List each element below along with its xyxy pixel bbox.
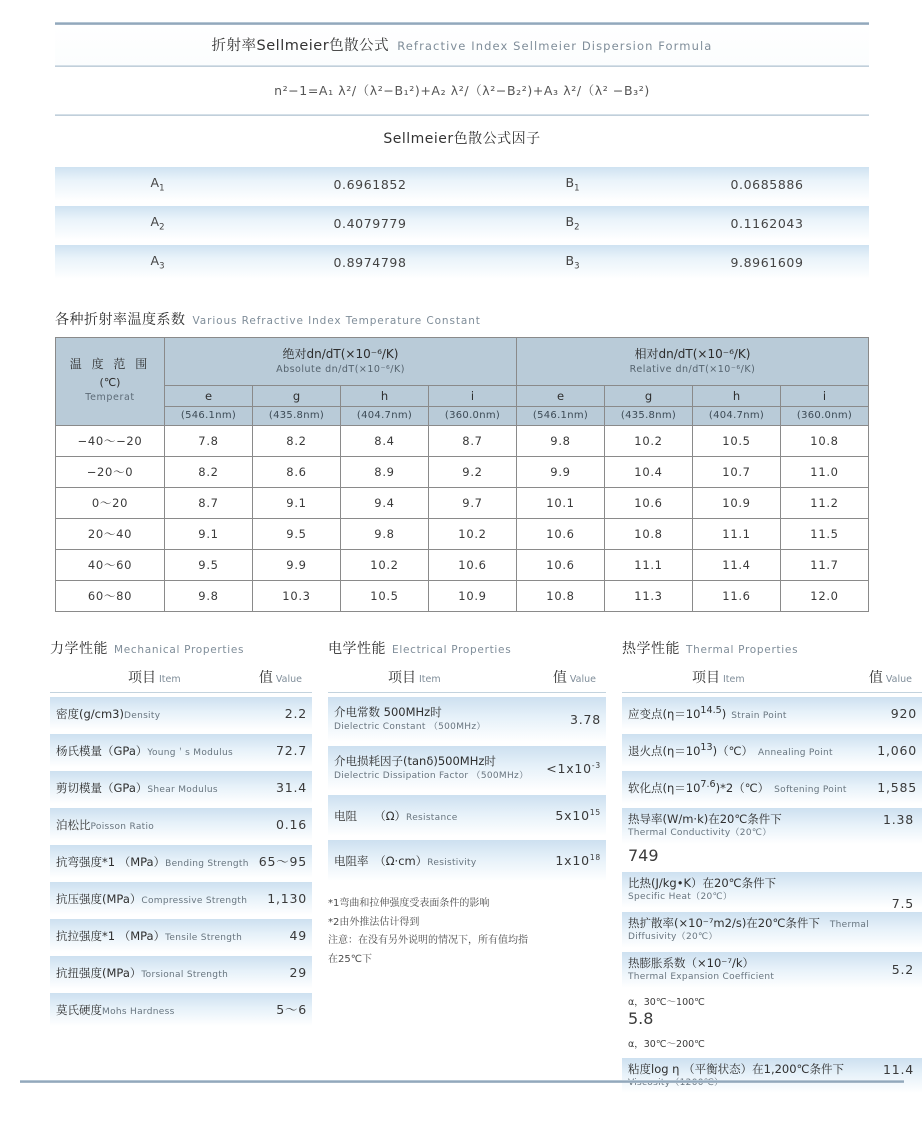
property-label <box>334 754 546 782</box>
range-header-en: Temperat <box>85 392 135 404</box>
property-value: 1,060 <box>877 742 917 758</box>
temperature-section-heading <box>55 309 924 329</box>
coefficient-value-b: 9.8961609 <box>730 254 804 270</box>
data-cell: 10.7 <box>693 457 781 488</box>
viscosity-exponent: 7.6 <box>700 779 716 791</box>
property-row <box>328 746 606 791</box>
data-cell: 9.7 <box>429 488 517 519</box>
data-cell: 10.5 <box>341 581 429 612</box>
wavelength-label: (404.7nm) <box>693 407 781 426</box>
column-header-value <box>553 667 600 687</box>
thermal-properties-panel <box>622 638 922 1093</box>
property-label-cn: 粘度log η （平衡状态）在1,200℃条件下 <box>628 1061 844 1076</box>
property-label-cn <box>628 915 917 932</box>
label-tail: )*2（℃） <box>715 781 770 796</box>
property-label-cn: 热膨胀系数（×10⁻⁷/k） <box>628 955 754 970</box>
data-cell: 10.9 <box>429 581 517 612</box>
property-value <box>549 808 601 823</box>
spectral-line-label: g <box>253 386 341 407</box>
mechanical-heading-en: Mechanical Properties <box>114 644 245 657</box>
property-label-cn: 抗压强度(MPa） <box>56 892 142 907</box>
data-cell: 9.5 <box>253 519 341 550</box>
table-row <box>55 167 869 201</box>
data-cell: 9.8 <box>341 519 429 550</box>
data-cell: 10.6 <box>517 550 605 581</box>
property-label-en: Thermal Conductivity（20℃） <box>628 828 772 839</box>
group-header-relative-en: Relative dn/dT(×10⁻⁶/K) <box>629 364 756 375</box>
temperature-heading-en: Various Refractive Index Temperature Constant <box>192 315 481 327</box>
temperature-coefficient-table <box>55 337 869 612</box>
column-header-item <box>388 667 441 687</box>
property-row <box>50 993 312 1026</box>
property-value: 2.2 <box>284 705 307 721</box>
data-cell: 10.8 <box>781 426 869 457</box>
range-header-cn: 温 度 范 围 <box>69 357 151 372</box>
data-cell: 9.9 <box>253 550 341 581</box>
property-label-cn <box>628 744 833 758</box>
property-value: 72.7 <box>275 742 307 758</box>
spectral-line-label: h <box>693 386 781 407</box>
table-row <box>56 519 869 550</box>
property-row <box>622 697 922 730</box>
table-header-row <box>56 338 869 386</box>
property-label-en: Mohs Hardness <box>102 1007 175 1018</box>
property-value <box>546 761 601 776</box>
property-label-cn: 介电损耗因子(tanδ)500MHz时 <box>334 754 496 769</box>
data-cell: 8.6 <box>253 457 341 488</box>
data-cell: 9.4 <box>341 488 429 519</box>
property-label-cn: 剪切模量（GPa） <box>56 781 148 796</box>
electrical-column-headers <box>328 663 606 693</box>
column-header-value-cn: 值 <box>552 670 567 687</box>
property-label <box>56 850 255 872</box>
subscript: 1 <box>159 183 165 194</box>
diffusivity-label-en-inline: Thermal <box>829 919 870 930</box>
property-label <box>56 924 255 946</box>
data-cell: 11.2 <box>781 488 869 519</box>
property-label-en: Poisson Ratio <box>90 822 155 833</box>
property-label-en: Resistance <box>406 813 458 824</box>
column-header-item-cn: 项目 <box>128 670 156 687</box>
data-cell: 8.4 <box>341 426 429 457</box>
property-label-en: Young＇s Modulus <box>147 748 233 759</box>
group-header-relative-cn: 相对dn/dT(×10⁻⁶/K) <box>634 347 751 361</box>
column-header-item-en: Item <box>723 674 745 686</box>
property-label-en: Shear Modulus <box>147 785 218 796</box>
property-value: 3.78 <box>569 711 601 727</box>
table-row <box>56 581 869 612</box>
table-wavelength-row <box>56 407 869 426</box>
subscript: 2 <box>574 222 580 233</box>
thermal-heading <box>622 638 922 658</box>
data-cell: 9.1 <box>165 519 253 550</box>
range-header-unit: (℃) <box>99 376 121 390</box>
data-cell: 11.5 <box>781 519 869 550</box>
property-value: 0.16 <box>275 816 307 832</box>
thermal-expansion-row <box>622 952 922 988</box>
footnote-note-cont: 在25℃下 <box>328 953 372 965</box>
label-head: 应变点(η＝10 <box>628 707 701 722</box>
subscript: 3 <box>159 261 165 272</box>
property-label <box>334 849 549 871</box>
sellmeier-factor-title: Sellmeier色散公式因子 <box>383 131 541 147</box>
property-label-cn: 抗扭强度(MPa） <box>56 966 142 981</box>
specific-heat-value-row <box>622 844 922 868</box>
data-cell: 11.0 <box>781 457 869 488</box>
property-label-cn <box>628 707 787 721</box>
properties-panels <box>50 638 917 1093</box>
coefficient-symbol-a: $A_2$ <box>150 213 165 233</box>
label-tail: )（℃） <box>712 744 754 759</box>
temperature-range-header <box>56 338 165 426</box>
property-label-en: Compressive Strength <box>141 896 248 907</box>
column-header-item-en: Item <box>419 674 441 686</box>
spectral-line-label: i <box>429 386 517 407</box>
property-row <box>328 697 606 742</box>
data-cell: 10.1 <box>517 488 605 519</box>
datasheet-page <box>0 22 924 1133</box>
temperature-range-cell: 20～40 <box>56 519 165 550</box>
specific-heat-row <box>622 872 922 908</box>
label-head: 退火点(η＝10 <box>628 744 701 759</box>
temperature-range-cell: −20～0 <box>56 457 165 488</box>
property-label-cn: 热导率(W/m·k)在20℃条件下 <box>628 812 782 827</box>
property-value: 29 <box>289 964 307 980</box>
temperature-heading-cn: 各种折射率温度系数 <box>55 312 186 328</box>
property-value: 920 <box>890 705 917 721</box>
wavelength-label: (546.1nm) <box>165 407 253 426</box>
spectral-line-label: h <box>341 386 429 407</box>
data-cell: 9.8 <box>517 426 605 457</box>
data-cell: 9.2 <box>429 457 517 488</box>
diffusivity-label-cn: 热扩散率(×10⁻⁷m2/s)在20℃条件下 <box>628 915 820 930</box>
property-label-en: Diffusivity（20℃） <box>628 932 718 943</box>
data-cell: 8.2 <box>253 426 341 457</box>
property-value: 65～95 <box>258 854 307 870</box>
property-label-en: Softening Point <box>774 785 847 796</box>
property-label-cn: 介电常数 500MHz时 <box>334 705 442 720</box>
property-label-en: Specific Heat（20℃） <box>628 892 733 903</box>
property-value <box>549 853 601 868</box>
thermal-heading-cn: 热学性能 <box>622 641 680 658</box>
coefficient-symbol-a: $A_1$ <box>150 174 165 194</box>
expansion-range-1-row <box>622 988 922 1030</box>
property-label-cn: 泊松比 <box>56 818 91 833</box>
coefficient-symbol-a: $A_3$ <box>150 252 165 272</box>
coefficient-value-a: 0.8974798 <box>333 254 407 270</box>
divider-bottom <box>20 1080 904 1083</box>
property-label <box>56 813 255 835</box>
data-cell: 10.5 <box>693 426 781 457</box>
expansion-range-2: α，30℃～200℃ <box>628 1038 705 1050</box>
property-row <box>50 845 312 878</box>
property-label <box>628 739 865 761</box>
data-cell: 9.1 <box>253 488 341 519</box>
diffusivity-value: 7.5 <box>891 895 914 911</box>
property-row <box>50 771 312 804</box>
property-label-cn: 密度(g/cm3) <box>56 707 124 722</box>
property-value-mantissa: <1x10 <box>546 760 592 776</box>
temperature-range-cell: −40～−20 <box>56 426 165 457</box>
coefficient-symbol-b: $B_1$ <box>565 174 580 194</box>
property-row <box>622 771 922 804</box>
column-header-value-en: Value <box>569 674 596 686</box>
spectral-line-label: e <box>165 386 253 407</box>
data-cell: 10.2 <box>429 519 517 550</box>
electrical-footnotes <box>328 895 606 969</box>
property-value: 1,130 <box>267 890 307 906</box>
property-label-cn: 杨氏模量（GPa） <box>56 744 148 759</box>
thermal-heading-en: Thermal Properties <box>686 644 799 657</box>
property-label-en: Resistivity <box>427 858 477 869</box>
data-cell: 11.3 <box>605 581 693 612</box>
property-label-cn: 电阻 （Ω） <box>334 809 407 824</box>
property-label-en: Strain Point <box>731 711 787 722</box>
wavelength-label: (435.8nm) <box>605 407 693 426</box>
data-cell: 9.8 <box>165 581 253 612</box>
data-cell: 11.7 <box>781 550 869 581</box>
property-value-exponent: 15 <box>589 807 601 817</box>
property-value: 5～6 <box>276 1002 307 1018</box>
spectral-line-label: g <box>605 386 693 407</box>
property-label-cn: 莫氏硬度 <box>56 1003 102 1018</box>
viscosity-exponent: 13 <box>700 742 713 754</box>
column-header-value-en: Value <box>885 674 912 686</box>
property-value: 49 <box>289 927 307 943</box>
property-label-en: Tensile Strength <box>165 933 243 944</box>
label-head: 软化点(η＝10 <box>628 781 701 796</box>
mechanical-column-headers <box>50 663 312 693</box>
data-cell: 10.2 <box>605 426 693 457</box>
mechanical-heading-cn: 力学性能 <box>50 641 108 658</box>
data-cell: 10.2 <box>341 550 429 581</box>
property-value: 11.4 <box>882 1061 914 1077</box>
coefficient-value-a: 0.6961852 <box>333 176 407 192</box>
property-label-cn: 抗拉强度*1 （MPa） <box>56 929 166 944</box>
table-row <box>55 245 869 279</box>
data-cell: 11.4 <box>693 550 781 581</box>
column-header-item <box>692 667 745 687</box>
property-label <box>56 776 255 798</box>
group-header-absolute <box>165 338 517 386</box>
property-row <box>50 734 312 767</box>
mechanical-heading <box>50 638 312 658</box>
column-header-value-cn: 值 <box>868 670 883 687</box>
temperature-range-cell: 40～60 <box>56 550 165 581</box>
table-subheader-row <box>56 386 869 407</box>
expansion-value-1: 5.2 <box>891 961 914 977</box>
property-label-en: Bending Strength <box>165 859 249 870</box>
property-row <box>50 919 312 952</box>
property-value: 1,585 <box>877 779 917 795</box>
wavelength-label: (404.7nm) <box>341 407 429 426</box>
subscript: 2 <box>159 222 165 233</box>
property-row <box>622 734 922 767</box>
data-cell: 10.6 <box>517 519 605 550</box>
data-cell: 10.9 <box>693 488 781 519</box>
property-value-mantissa: 1x10 <box>555 852 590 868</box>
data-cell: 9.5 <box>165 550 253 581</box>
footnote-note: 注意：在没有另外说明的情况下，所有值均指 <box>328 935 528 947</box>
spectral-line-label: e <box>517 386 605 407</box>
spectral-line-label: i <box>781 386 869 407</box>
column-header-item-cn: 项目 <box>692 670 720 687</box>
wavelength-label: (435.8nm) <box>253 407 341 426</box>
viscosity-exponent: 14.5 <box>700 705 722 717</box>
data-cell: 11.1 <box>693 519 781 550</box>
expansion-range-2-row <box>622 1030 922 1054</box>
property-label <box>334 705 549 733</box>
temperature-range-cell: 0～20 <box>56 488 165 519</box>
data-cell: 7.8 <box>165 426 253 457</box>
property-row <box>50 697 312 730</box>
property-label-cn <box>628 781 847 795</box>
property-value: 31.4 <box>275 779 307 795</box>
property-label-cn: 电阻率 （Ω·cm） <box>334 854 428 869</box>
property-label <box>334 804 549 826</box>
data-cell: 10.4 <box>605 457 693 488</box>
property-label <box>56 961 255 983</box>
label-tail: ) <box>721 707 727 722</box>
data-cell: 11.6 <box>693 581 781 612</box>
property-row <box>50 956 312 989</box>
subscript: 3 <box>574 261 580 272</box>
mechanical-properties-panel <box>50 638 312 1093</box>
data-cell: 12.0 <box>781 581 869 612</box>
table-row <box>56 550 869 581</box>
electrical-heading-en: Electrical Properties <box>392 644 512 657</box>
coefficient-symbol-b: $B_2$ <box>565 213 580 233</box>
data-cell: 8.9 <box>341 457 429 488</box>
wavelength-label: (360.0nm) <box>429 407 517 426</box>
data-cell: 10.6 <box>605 488 693 519</box>
data-cell: 11.1 <box>605 550 693 581</box>
property-value-exponent: 18 <box>589 852 601 862</box>
expansion-range-1: α，30℃～100℃ <box>628 996 705 1008</box>
property-value-exponent: -3 <box>591 760 601 770</box>
property-value: 1.38 <box>882 812 914 828</box>
property-label-en: Annealing Point <box>758 748 833 759</box>
footnote-2: *2由外推法估计得到 <box>328 916 420 928</box>
coefficient-symbol-b: $B_3$ <box>565 252 580 272</box>
property-label <box>56 739 255 761</box>
thermal-column-headers <box>622 663 922 693</box>
sellmeier-formula: n²−1=A₁ λ²/（λ²−B₁²)+A₂ λ²/（λ²−B₂²)+A₃ λ²/（λ² −B₃²) <box>274 83 650 98</box>
temperature-range-cell: 60～80 <box>56 581 165 612</box>
column-header-value <box>869 667 916 687</box>
expansion-value-2: 5.8 <box>628 1008 654 1028</box>
column-header-value-en: Value <box>275 674 302 686</box>
table-row <box>56 488 869 519</box>
property-label-en: Density <box>124 711 161 722</box>
coefficient-value-b: 0.1162043 <box>730 215 804 231</box>
group-header-absolute-en: Absolute dn/dT(×10⁻⁶/K) <box>276 364 405 375</box>
data-cell: 8.7 <box>429 426 517 457</box>
property-label <box>628 702 865 724</box>
wavelength-label: (360.0nm) <box>781 407 869 426</box>
coefficient-value-a: 0.4079779 <box>333 215 407 231</box>
footnote-1: *1弯曲和拉伸强度受表面条件的影响 <box>328 898 490 910</box>
property-label <box>56 702 255 724</box>
electrical-properties-panel <box>328 638 606 1093</box>
specific-heat-value: 749 <box>628 845 659 865</box>
column-header-item-cn: 项目 <box>388 670 416 687</box>
sellmeier-title-cn: 折射率Sellmeier色散公式 <box>211 38 390 54</box>
coefficient-value-b: 0.0685886 <box>730 176 804 192</box>
property-row <box>50 882 312 915</box>
group-header-absolute-cn: 绝对dn/dT(×10⁻⁶/K) <box>282 347 399 361</box>
sellmeier-title-band <box>55 25 869 65</box>
property-label-en: Dielectric Constant （500MHz） <box>334 721 486 732</box>
table-row <box>56 426 869 457</box>
property-label <box>628 776 865 798</box>
property-label <box>56 887 255 909</box>
data-cell: 10.3 <box>253 581 341 612</box>
data-cell: 10.8 <box>605 519 693 550</box>
data-cell: 9.9 <box>517 457 605 488</box>
column-header-value <box>259 667 306 687</box>
property-label <box>56 998 255 1020</box>
subscript: 1 <box>574 183 580 194</box>
column-header-item-en: Item <box>159 674 181 686</box>
property-label-cn: 比热(J/kg•K）在20℃条件下 <box>628 875 777 890</box>
electrical-heading-cn: 电学性能 <box>328 641 386 658</box>
column-header-value-cn: 值 <box>258 670 273 687</box>
table-row <box>55 206 869 240</box>
sellmeier-coefficient-table <box>55 167 869 279</box>
property-label-en: Thermal Expansion Coefficient <box>628 971 775 982</box>
wavelength-label: (546.1nm) <box>517 407 605 426</box>
property-row <box>328 795 606 836</box>
data-cell: 8.2 <box>165 457 253 488</box>
viscosity-row <box>622 1058 922 1094</box>
group-header-relative <box>517 338 869 386</box>
data-cell: 8.7 <box>165 488 253 519</box>
property-label-cn: 抗弯强度*1 （MPa） <box>56 855 166 870</box>
thermal-conductivity-row <box>622 808 922 844</box>
property-label-en: Torsional Strength <box>141 970 229 981</box>
property-row <box>50 808 312 841</box>
property-row <box>328 840 606 881</box>
data-cell: 10.6 <box>429 550 517 581</box>
property-value-mantissa: 5x10 <box>555 807 590 823</box>
property-label-en: Dielectric Dissipation Factor （500MHz） <box>334 770 529 781</box>
data-cell: 10.8 <box>517 581 605 612</box>
table-row <box>56 457 869 488</box>
sellmeier-title-en: Refractive Index Sellmeier Dispersion Formula <box>397 39 713 53</box>
electrical-heading <box>328 638 606 658</box>
column-header-item <box>128 667 181 687</box>
sellmeier-section <box>55 22 869 161</box>
